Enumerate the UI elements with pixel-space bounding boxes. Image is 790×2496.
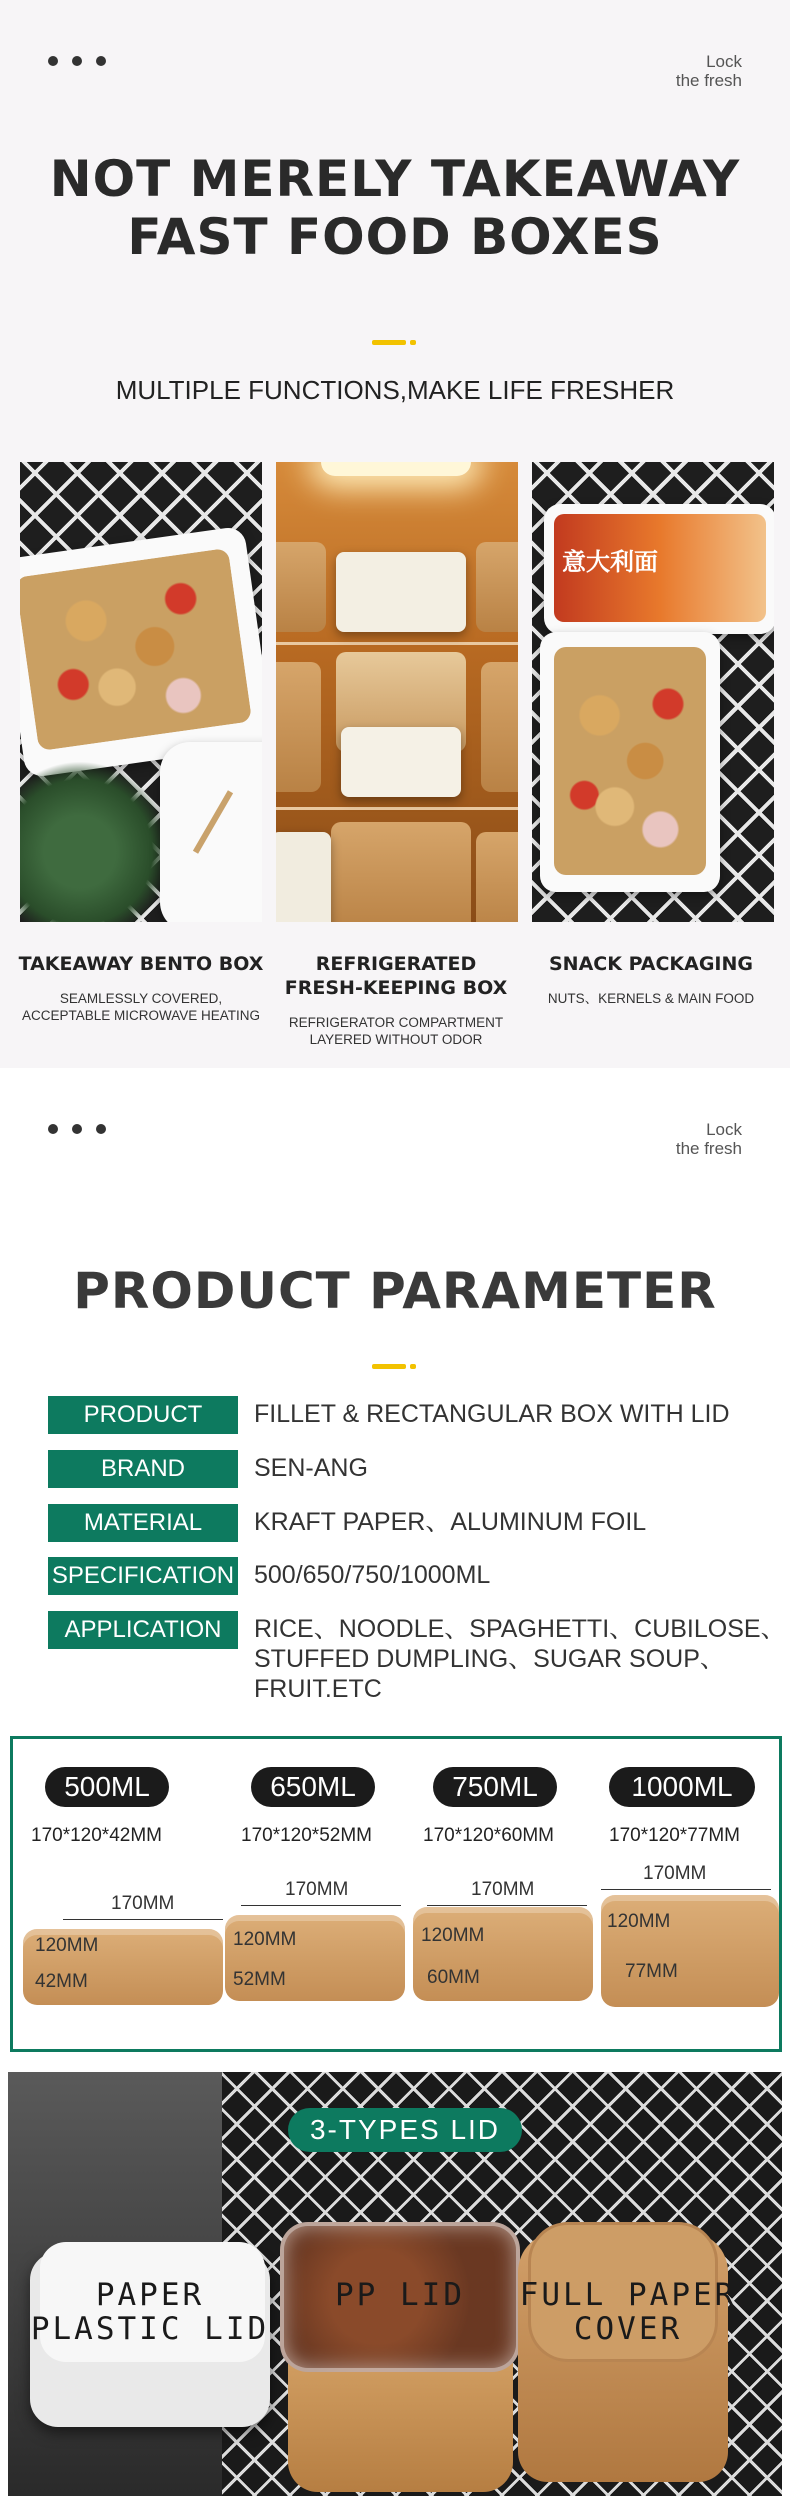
- param-row-product: PRODUCT FILLET & RECTANGULAR BOX WITH LID: [48, 1396, 790, 1434]
- capacity-1000ml-badge: 1000ML: [609, 1767, 755, 1807]
- length-500ml: 170MM: [111, 1893, 175, 1914]
- tagline: Lock the fresh: [675, 1120, 742, 1158]
- param-row-specification: SPECIFICATION 500/650/750/1000ML: [48, 1557, 790, 1595]
- dims-500ml: 170*120*42MM: [31, 1825, 162, 1846]
- accent-divider: [372, 1364, 418, 1369]
- feature-2-title: REFRIGERATED FRESH-KEEPING BOX: [284, 953, 508, 999]
- capacity-500ml-badge: 500ML: [45, 1767, 169, 1807]
- full-paper-cover-label: FULL PAPER COVER: [519, 2277, 737, 2347]
- dims-1000ml: 170*120*77MM: [609, 1825, 740, 1846]
- dims-650ml: 170*120*52MM: [241, 1825, 372, 1846]
- lid-types-photo: [8, 2072, 782, 2496]
- feature-section: [0, 0, 790, 1068]
- width-1000ml: 120MM: [607, 1911, 671, 1932]
- page-title: NOT MERELY TAKEAWAY FAST FOOD BOXES: [49, 150, 741, 266]
- feature-2-desc: REFRIGERATOR COMPARTMENT LAYERED WITHOUT ODOR: [288, 1015, 504, 1047]
- more-dots-icon: [48, 56, 106, 66]
- height-500ml: 42MM: [35, 1971, 88, 1992]
- param-row-material: MATERIAL KRAFT PAPER、ALUMINUM FOIL: [48, 1504, 790, 1542]
- more-dots-icon: [48, 1124, 106, 1134]
- feature-1-desc: SEAMLESSLY COVERED, ACCEPTABLE MICROWAVE HEATING: [21, 991, 261, 1023]
- product-brand-label: 意大利面: [562, 548, 658, 576]
- bento-box-photo: [20, 462, 262, 922]
- application-value: RICE、NOODLE、SPAGHETTI、CUBILOSE、 STUFFED DUMPLING、SUGAR SOUP、 FRUIT.ETC: [254, 1615, 786, 1703]
- feature-3-title: SNACK PACKAGING: [549, 953, 753, 975]
- pp-lid-label: PP LID: [335, 2277, 465, 2313]
- width-500ml: 120MM: [35, 1935, 99, 1956]
- lid-types-heading: 3-TYPES LID: [288, 2108, 522, 2152]
- length-650ml: 170MM: [285, 1879, 349, 1900]
- fridge-photo: [276, 462, 518, 922]
- accent-divider: [372, 340, 418, 345]
- capacity-650ml-badge: 650ML: [251, 1767, 375, 1807]
- param-row-application: APPLICATION RICE、NOODLE、SPAGHETTI、CUBILOSE、 STUFFED DUMPLING、SUGAR SOUP、 FRUIT.ETC: [48, 1611, 790, 1649]
- tagline: Lock the fresh: [675, 52, 742, 90]
- height-650ml: 52MM: [233, 1969, 286, 1990]
- feature-1-title: TAKEAWAY BENTO BOX: [18, 953, 264, 975]
- size-chart: [10, 1736, 782, 2052]
- paper-plastic-lid-label: PAPER PLASTIC LID: [30, 2277, 270, 2347]
- length-1000ml: 170MM: [643, 1863, 707, 1884]
- parameter-section: [0, 1068, 790, 2496]
- height-1000ml: 77MM: [625, 1961, 678, 1982]
- width-650ml: 120MM: [233, 1929, 297, 1950]
- dims-750ml: 170*120*60MM: [423, 1825, 554, 1846]
- length-750ml: 170MM: [471, 1879, 535, 1900]
- feature-3-desc: NUTS、KERNELS & MAIN FOOD: [547, 991, 755, 1006]
- parameter-title: PRODUCT PARAMETER: [73, 1262, 717, 1320]
- snack-packaging-photo: [532, 462, 774, 922]
- subtitle: MULTIPLE FUNCTIONS,MAKE LIFE FRESHER: [115, 375, 675, 405]
- capacity-750ml-badge: 750ML: [433, 1767, 557, 1807]
- height-750ml: 60MM: [427, 1967, 480, 1988]
- param-row-brand: BRAND SEN-ANG: [48, 1450, 790, 1488]
- width-750ml: 120MM: [421, 1925, 485, 1946]
